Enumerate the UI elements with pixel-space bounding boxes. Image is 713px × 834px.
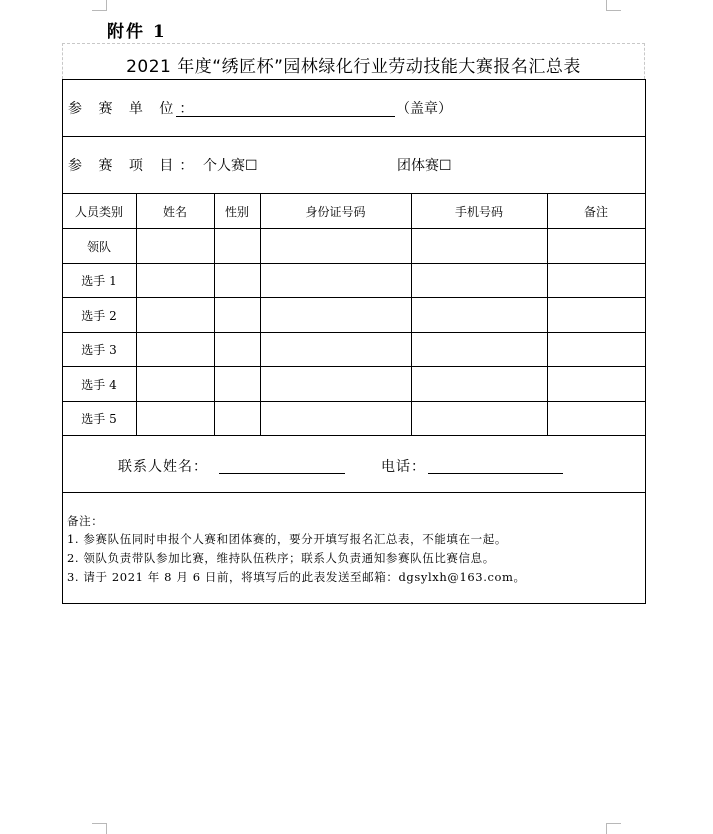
header-remarks: 备注 — [583, 205, 608, 219]
note-item-3: 3. 请于 2021 年 8 月 6 日前，将填写后的此表发送至邮箱：dgsylxh@163.com。 — [67, 570, 526, 584]
col-divider-5 — [547, 193, 548, 435]
contact-phone-line[interactable] — [428, 473, 563, 474]
col-divider-1 — [136, 193, 137, 435]
col-divider-4 — [411, 193, 412, 435]
note-item-1: 1. 参赛队伍同时申报个人赛和团体赛的，要分开填写报名汇总表，不能填在一起。 — [67, 532, 507, 546]
divider-contact — [62, 492, 646, 493]
row-category-player-4: 选手 4 — [81, 378, 117, 392]
contact-phone-label: 电话： — [381, 459, 426, 475]
divider-row-3 — [62, 332, 646, 333]
contact-name-line[interactable] — [219, 473, 345, 474]
form-title: 2021 年度“绣匠杯”园林绿化行业劳动技能大赛报名汇总表 — [126, 57, 581, 77]
divider-row-4 — [62, 366, 646, 367]
notes-heading: 备注： — [67, 514, 104, 528]
crop-mark-top-left — [92, 0, 107, 11]
project-label: 参 赛 项 目： — [68, 158, 200, 174]
crop-mark-bottom-right — [606, 823, 621, 834]
divider-row-2 — [62, 297, 646, 298]
header-phone: 手机号码 — [454, 205, 503, 219]
header-id-number: 身份证号码 — [305, 205, 366, 219]
crop-mark-bottom-left — [92, 823, 107, 834]
contact-name-label: 联系人姓名： — [118, 459, 208, 475]
attachment-label: 附件 1 — [107, 22, 167, 42]
row-category-player-1: 选手 1 — [81, 274, 117, 288]
divider-row-5 — [62, 401, 646, 402]
team-option[interactable]: 团体赛☐ — [397, 158, 452, 174]
header-category: 人员类别 — [74, 205, 123, 219]
unit-input-line[interactable] — [176, 116, 395, 117]
row-category-player-3: 选手 3 — [81, 343, 117, 357]
individual-option[interactable]: 个人赛☐ — [203, 158, 258, 174]
col-divider-2 — [214, 193, 215, 435]
divider-project — [62, 193, 646, 194]
seal-note: （盖章） — [396, 101, 452, 117]
note-item-2: 2. 领队负责带队参加比赛，维持队伍秩序；联系人负责通知参赛队伍比赛信息。 — [67, 551, 495, 565]
col-divider-3 — [260, 193, 261, 435]
row-category-player-2: 选手 2 — [81, 309, 117, 323]
divider-table-header — [62, 228, 646, 229]
crop-mark-top-right — [606, 0, 621, 11]
divider-unit — [62, 136, 646, 137]
unit-label: 参 赛 单 位： — [68, 101, 200, 117]
row-category-player-5: 选手 5 — [81, 412, 117, 426]
row-category-leader: 领队 — [86, 240, 111, 254]
divider-table-end — [62, 435, 646, 436]
divider-row-1 — [62, 263, 646, 264]
header-gender: 性别 — [224, 205, 249, 219]
header-name: 姓名 — [162, 205, 187, 219]
